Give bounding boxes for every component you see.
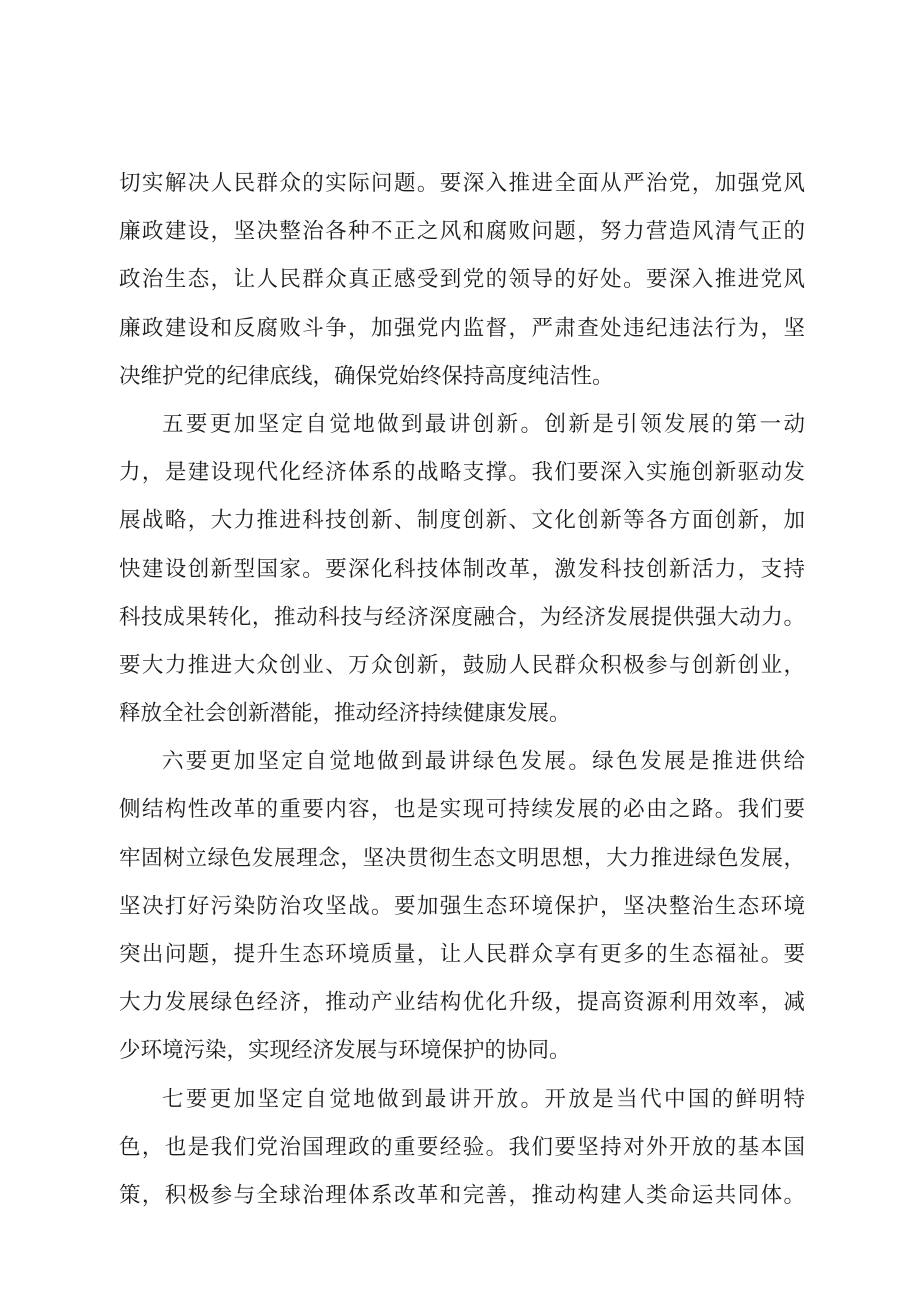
text-line: 快建设创新型国家。要深化科技体制改革，激发科技创新活力，支持 xyxy=(119,556,805,582)
text-line: 科技成果转化，推动科技与经济深度融合，为经济发展提供强大动力。 xyxy=(119,604,805,630)
paragraph-opening-up xyxy=(119,1076,805,1221)
text-line: 政治生态，让人民群众真正感受到党的领导的好处。要深入推进党风 xyxy=(119,267,805,293)
text-line: 少环境污染，实现经济发展与环境保护的协同。 xyxy=(119,1038,571,1064)
text-line: 五要更加坚定自觉地做到最讲创新。创新是引领发展的第一动 xyxy=(162,411,805,437)
text-line: 廉政建设，坚决整治各种不正之风和腐败问题，努力营造风清气正的 xyxy=(119,219,805,245)
text-line: 切实解决人民群众的实际问题。要深入推进全面从严治党，加强党风 xyxy=(119,171,805,196)
text-line: 决维护党的纪律底线，确保党始终保持高度纯洁性。 xyxy=(119,363,614,389)
text-line: 力，是建设现代化经济体系的战略支撑。我们要深入实施创新驱动发 xyxy=(119,460,805,486)
document-body xyxy=(119,160,805,1220)
paragraph-green-development xyxy=(119,738,805,1075)
text-line: 策，积极参与全球治理体系改革和完善，推动构建人类命运共同体。 xyxy=(119,1182,805,1208)
text-line: 坚决打好污染防治攻坚战。要加强生态环境保护，坚决整治生态环境 xyxy=(119,893,805,919)
text-line: 侧结构性改革的重要内容，也是实现可持续发展的必由之路。我们要 xyxy=(119,797,805,823)
paragraph-innovation xyxy=(119,401,805,738)
text-line: 要大力推进大众创业、万众创新，鼓励人民群众积极参与创新创业， xyxy=(119,652,805,678)
text-line: 七要更加坚定自觉地做到最讲开放。开放是当代中国的鲜明特 xyxy=(162,1086,805,1112)
text-line: 展战略，大力推进科技创新、制度创新、文化创新等各方面创新，加 xyxy=(119,508,805,534)
paragraph-party-conduct xyxy=(119,160,805,401)
text-line: 突出问题，提升生态环境质量，让人民群众享有更多的生态福祉。要 xyxy=(119,942,805,967)
text-line: 牢固树立绿色发展理念，坚决贯彻生态文明思想，大力推进绿色发展， xyxy=(119,845,805,871)
text-line: 大力发展绿色经济，推动产业结构优化升级，提高资源利用效率，减 xyxy=(119,990,805,1016)
text-line: 廉政建设和反腐败斗争，加强党内监督，严肃查处违纪违法行为，坚 xyxy=(119,315,805,341)
text-line: 释放全社会创新潜能，推动经济持续健康发展。 xyxy=(119,701,571,727)
text-line: 色，也是我们党治国理政的重要经验。我们要坚持对外开放的基本国 xyxy=(119,1134,805,1160)
text-line: 六要更加坚定自觉地做到最讲绿色发展。绿色发展是推进供给 xyxy=(162,749,805,775)
